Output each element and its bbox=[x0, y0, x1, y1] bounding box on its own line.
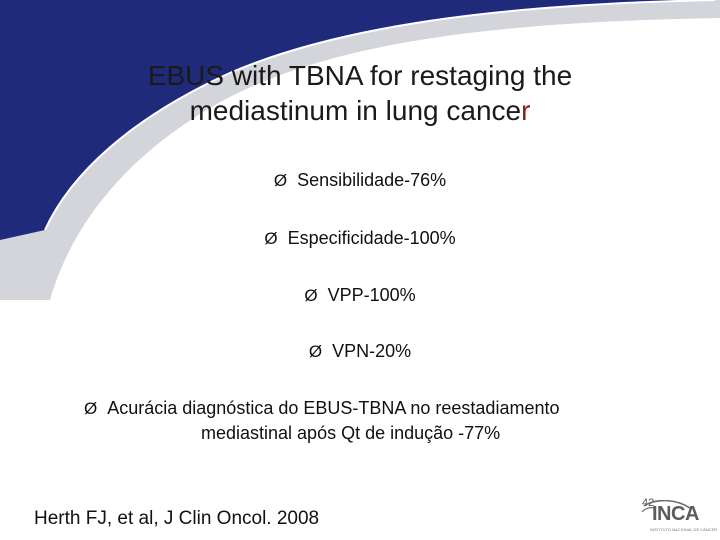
arrow-bullet-icon: Ø bbox=[264, 229, 278, 248]
accuracy-line-1: Acurácia diagnóstica do EBUS-TBNA no reestadiamento bbox=[107, 398, 560, 418]
bullet-text: VPP-100% bbox=[327, 285, 416, 305]
bullet-item bbox=[0, 285, 720, 306]
arrow-bullet-icon: Ø bbox=[273, 171, 288, 190]
arrow-bullet-icon: Ø bbox=[304, 286, 318, 305]
title-line-2-accent: r bbox=[521, 95, 531, 126]
bullet-text: Sensibilidade-76% bbox=[297, 170, 447, 190]
arrow-bullet-icon: Ø bbox=[84, 399, 98, 418]
bullet-item bbox=[0, 341, 720, 362]
title-line-1: EBUS with TBNA for restaging the bbox=[147, 60, 573, 91]
bullet-text: Especificidade-100% bbox=[287, 228, 456, 248]
citation: Herth FJ, et al, J Clin Oncol. 2008 bbox=[34, 508, 320, 529]
page-number: 42 bbox=[642, 497, 655, 509]
title-line-2-main: mediastinum in lung cance bbox=[189, 95, 522, 126]
bullet-text: VPN-20% bbox=[332, 341, 412, 361]
bullet-item bbox=[0, 228, 720, 249]
accuracy-line-2: mediastinal após Qt de indução -77% bbox=[201, 423, 501, 443]
inca-logo bbox=[638, 500, 718, 536]
logo-subtext: INSTITUTO NACIONAL DE CÂNCER bbox=[650, 527, 718, 532]
arrow-bullet-icon: Ø bbox=[308, 342, 323, 361]
bullet-item bbox=[0, 170, 720, 191]
accuracy-bullet bbox=[84, 396, 644, 446]
slide-title bbox=[80, 58, 640, 128]
title-line-2 bbox=[80, 93, 640, 128]
logo-wordmark: INCA bbox=[652, 503, 699, 525]
